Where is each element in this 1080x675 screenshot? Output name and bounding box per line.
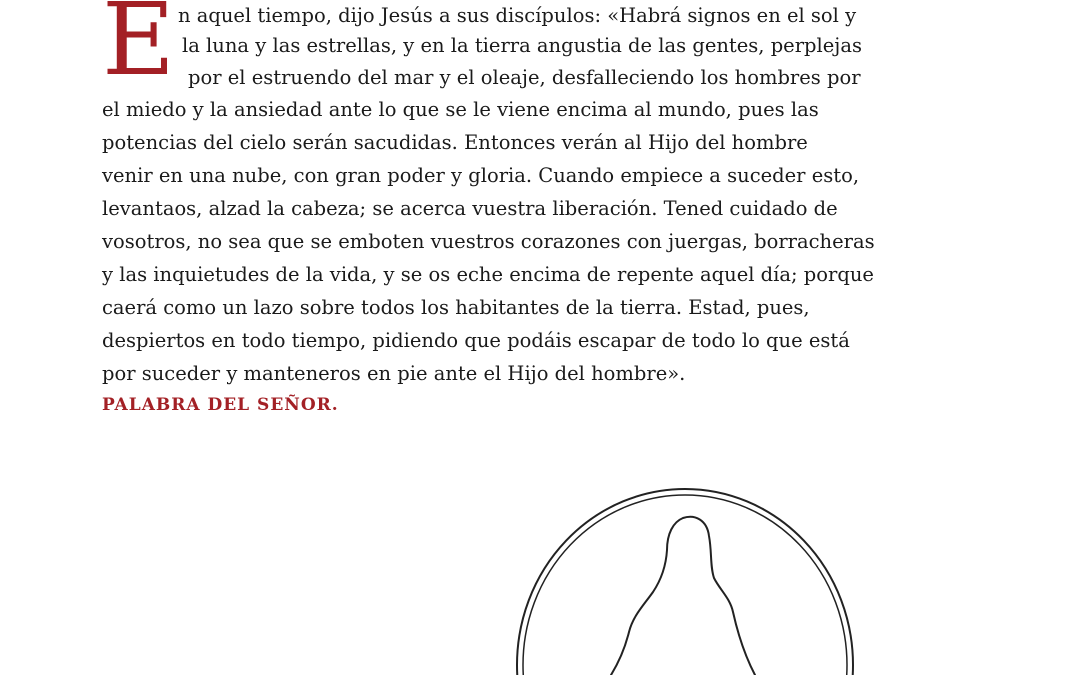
- medallion-inner-ring: [523, 495, 847, 675]
- passage-line: potencias del cielo serán sacudidas. Entonces verán al Hijo del hombre: [102, 131, 808, 154]
- passage-line: por el estruendo del mar y el oleaje, desfalleciendo los hombres por: [188, 66, 861, 89]
- passage-line: por suceder y manteneros en pie ante el Hijo del hombre».: [102, 362, 686, 385]
- passage-line: la luna y las estrellas, y en la tierra angustia de las gentes, perplejas: [182, 34, 862, 57]
- passage-line: el miedo y la ansiedad ante lo que se le viene encima al mundo, pues las: [102, 98, 819, 121]
- passage-line: n aquel tiempo, dijo Jesús a sus discípulos: «Habrá signos en el sol y: [178, 4, 857, 27]
- passage-line: levantaos, alzad la cabeza; se acerca vuestra liberación. Tened cuidado de: [102, 197, 838, 220]
- passage-line: vosotros, no sea que se emboten vuestros corazones con juergas, borracheras: [102, 230, 875, 253]
- drop-cap: E: [102, 0, 175, 98]
- closing-acclamation: PALABRA DEL SEÑOR.: [102, 395, 339, 415]
- figure-outline: [611, 517, 755, 675]
- jesus-silhouette-medallion-icon: [515, 470, 875, 675]
- passage-line: caerá como un lazo sobre todos los habitantes de la tierra. Estad, pues,: [102, 296, 810, 319]
- passage-line: y las inquietudes de la vida, y se os eche encima de repente aquel día; porque: [102, 263, 874, 286]
- passage-line: despiertos en todo tiempo, pidiendo que podáis escapar de todo lo que está: [102, 329, 850, 352]
- passage-line: venir en una nube, con gran poder y gloria. Cuando empiece a suceder esto,: [102, 164, 860, 187]
